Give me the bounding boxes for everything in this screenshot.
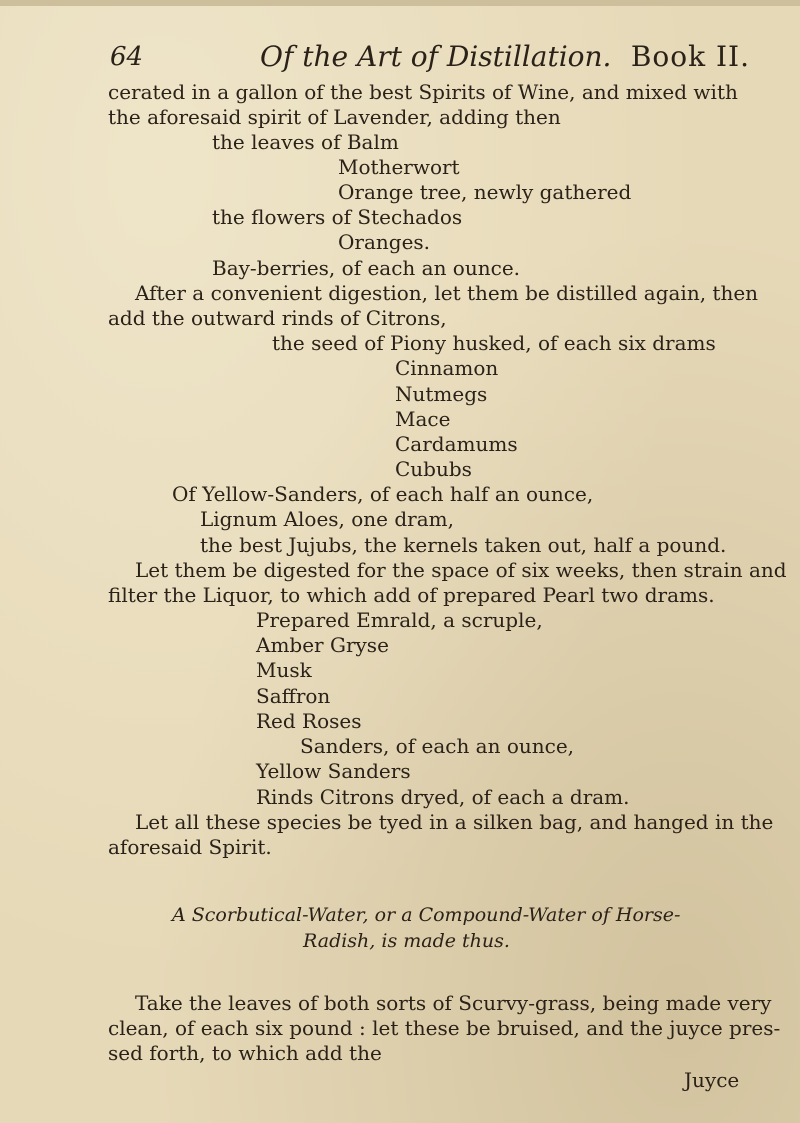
text-line: aforesaid Spirit. xyxy=(108,835,272,859)
text-line: Oranges. xyxy=(338,230,431,254)
text-line: add the outward rinds of Citrons, xyxy=(108,306,447,330)
text-line: cerated in a gallon of the best Spirits of Wine, and mixed with xyxy=(108,80,738,104)
text-line: Cinnamon xyxy=(395,356,499,380)
text-line: Of Yellow-Sanders, of each half an ounce, xyxy=(172,482,594,506)
text-line: Red Roses xyxy=(256,709,362,733)
text-line: Mace xyxy=(395,407,451,431)
book-label: Book II. xyxy=(630,40,750,73)
text-line: Bay-berries, of each an ounce. xyxy=(212,256,521,280)
text-line: Take the leaves of both sorts of Scurvy-grass, being made very xyxy=(135,991,772,1015)
text-line: Amber Gryse xyxy=(256,633,389,657)
text-line: Sanders, of each an ounce, xyxy=(300,734,575,758)
text-line: Cardamums xyxy=(395,432,518,456)
text-line: Lignum Aloes, one dram, xyxy=(200,507,454,531)
text-line: Let all these species be tyed in a silken bag, and hanged in the xyxy=(135,810,774,834)
text-line: Prepared Emrald, a scruple, xyxy=(256,608,543,632)
running-title: Of the Art of Distillation. xyxy=(260,40,612,73)
text-line: the flowers of Stechados xyxy=(212,205,463,229)
catchword: Juyce xyxy=(684,1068,740,1092)
text-line: Nutmegs xyxy=(395,382,488,406)
text-line: clean, of each six pound : let these be bruised, and the juyce pres- xyxy=(108,1016,781,1040)
text-line: sed forth, to which add the xyxy=(108,1041,382,1065)
page-header xyxy=(110,36,750,80)
page-number: 64 xyxy=(110,42,144,72)
text-line: the aforesaid spirit of Lavender, adding then xyxy=(108,105,561,129)
text-line: filter the Liquor, to which add of prepared Pearl two drams. xyxy=(108,583,715,607)
text-line: Let them be digested for the space of six weeks, then strain and xyxy=(135,558,787,582)
text-line: Musk xyxy=(256,658,312,682)
text-line: After a convenient digestion, let them be distilled again, then xyxy=(135,281,759,305)
text-line: Motherwort xyxy=(338,155,460,179)
text-line: the seed of Piony husked, of each six drams xyxy=(272,331,716,355)
page-edge xyxy=(0,0,800,6)
text-line: the best Jujubs, the kernels taken out, half a pound. xyxy=(200,533,727,557)
text-line: Rinds Citrons dryed, of each a dram. xyxy=(256,785,630,809)
heading-line: A Scorbutical-Water, or a Compound-Water of Horse- xyxy=(172,904,681,926)
text-line: Saffron xyxy=(256,684,331,708)
text-line: Cububs xyxy=(395,457,472,481)
text-line: the leaves of Balm xyxy=(212,130,399,154)
text-line: Yellow Sanders xyxy=(256,759,411,783)
text-line: Orange tree, newly gathered xyxy=(338,180,632,204)
heading-line: Radish, is made thus. xyxy=(303,930,510,952)
